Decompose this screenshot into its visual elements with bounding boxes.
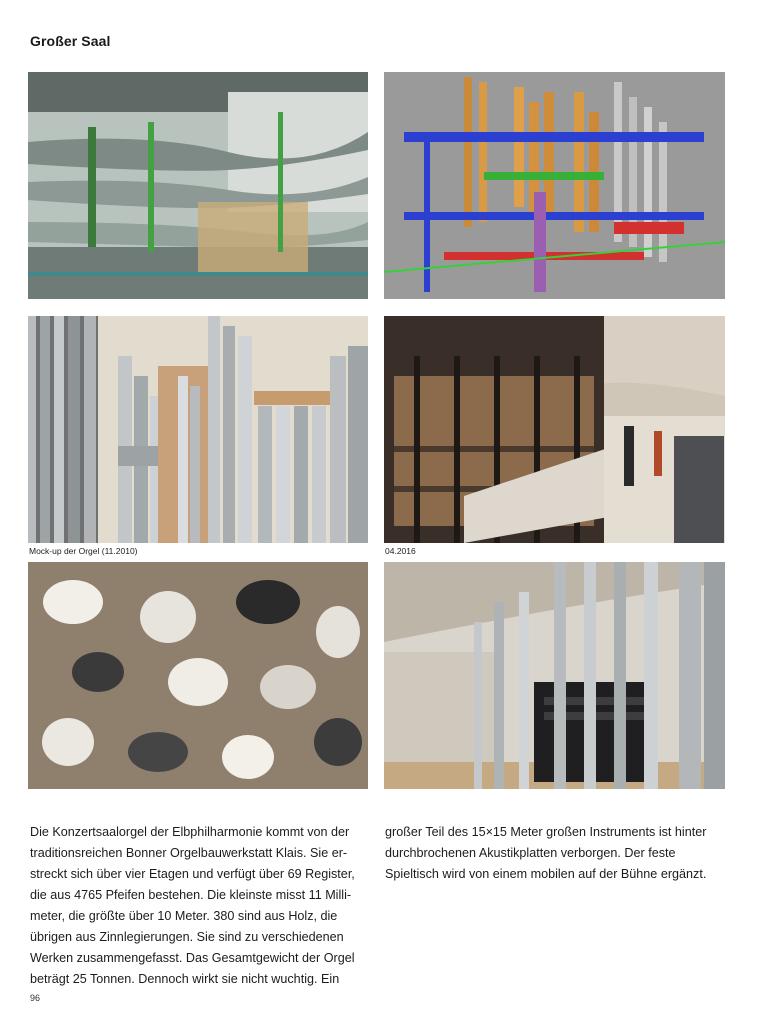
text-line: Spieltisch wird von einem mobilen auf der Bühne ergänzt. bbox=[385, 867, 707, 881]
organ-console-pipes-image bbox=[384, 562, 725, 789]
organ-pipes-mockup-image bbox=[28, 316, 368, 543]
figure-caption-mockup: Mock-up der Orgel (11.2010) bbox=[29, 546, 138, 556]
text-line: durchbrochenen Akustikplatten verborgen. Der feste bbox=[385, 846, 676, 860]
text-line: die aus 4765 Pfeifen bestehen. Die kleinste misst 11 Milli- bbox=[30, 888, 352, 902]
organ-cad-model-image bbox=[384, 72, 725, 299]
page-number: 96 bbox=[30, 993, 41, 1003]
perforated-acoustic-panel-image bbox=[28, 562, 368, 789]
text-line: traditionsreichen Bonner Orgelbauwerkstatt Klais. Sie er- bbox=[30, 846, 348, 860]
text-line: großer Teil des 15×15 Meter großen Instruments ist hinter bbox=[385, 825, 707, 839]
figure-caption-date: 04.2016 bbox=[385, 546, 416, 556]
text-line: Die Konzertsaalorgel der Elbphilharmonie kommt von der bbox=[30, 825, 350, 839]
page-title: Großer Saal bbox=[30, 33, 111, 49]
text-line: übrigen aus Zinnlegierungen. Sie sind zu verschiedenen bbox=[30, 930, 344, 944]
text-line: beträgt 25 Tonnen. Dennoch wirkt sie nicht wuchtig. Ein bbox=[30, 972, 340, 986]
text-line: Werken zusammengefasst. Das Gesamtgewicht der Orgel bbox=[30, 951, 355, 965]
text-line: streckt sich über vier Etagen und verfügt über 69 Register, bbox=[30, 867, 355, 881]
text-line: meter, die größte über 10 Meter. 380 sind aus Holz, die bbox=[30, 909, 338, 923]
body-text-column-2 bbox=[385, 822, 730, 885]
concert-hall-construction-image bbox=[384, 316, 725, 543]
hall-model-rendering-image bbox=[28, 72, 368, 299]
body-text-column-1 bbox=[30, 822, 370, 990]
